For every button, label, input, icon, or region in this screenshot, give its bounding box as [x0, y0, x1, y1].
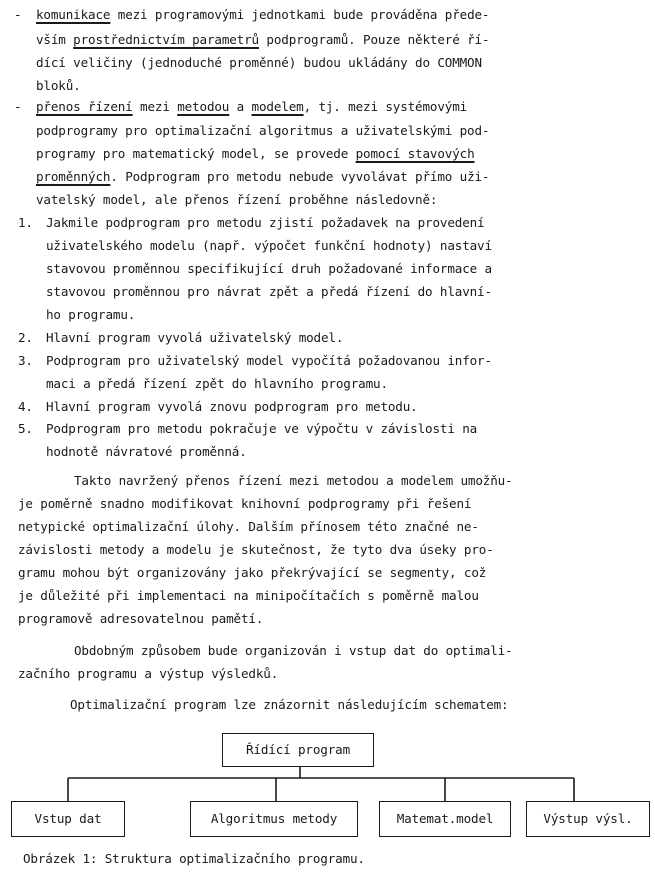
para-1-line-5: gramu mohou být organizovány jako překrývající se segmenty, což [18, 565, 487, 580]
figure-caption: Obrázek 1: Struktura optimalizačního programu. [23, 851, 365, 866]
para-2-line-1: Obdobným způsobem bude organizován i vstup dat do optimali- [74, 643, 513, 658]
bullet-2-line-4: proměnných. Podprogram pro metodu nebude vyvolávat přímo uži- [36, 169, 490, 184]
step-1-line-1: Jakmile podprogram pro metodu zjistí požadavek na provedení [46, 215, 485, 230]
diagram-box-vstup-dat: Vstup dat [11, 801, 125, 837]
step-3-number: 3. [18, 353, 33, 368]
bullet-2-line-1: přenos řízení mezi metodou a modelem, tj. mezi systémovými [36, 99, 468, 114]
diagram-box-matemat-model: Matemat.model [379, 801, 511, 837]
diagram-box-algoritmus-metody: Algoritmus metody [190, 801, 358, 837]
bullet-2-line-3: programy pro matematický model, se provede pomocí stavových [36, 146, 475, 161]
bullet-1-line-2: vším prostřednictvím parametrů podprogramů. Pouze některé ří- [36, 32, 490, 47]
step-3-line-2: maci a předá řízení zpět do hlavního programu. [46, 376, 388, 391]
step-1-line-2: uživatelského modelu (např. výpočet funkční hodnoty) nastaví [46, 238, 492, 253]
para-1-line-1: Takto navržený přenos řízení mezi metodou a modelem umožňu- [74, 473, 513, 488]
step-1-line-3: stavovou proměnnou specifikující druh požadované informace a [46, 261, 492, 276]
step-2-number: 2. [18, 330, 33, 345]
term-metodou: metodou [177, 99, 230, 114]
term-pomoci-stavovych: pomocí stavových [355, 146, 475, 161]
term-modelem: modelem [251, 99, 304, 114]
para-2-line-2: začního programu a výstup výsledků. [18, 666, 279, 681]
step-4-number: 4. [18, 399, 33, 414]
para-3: Optimalizační program lze znázornit následujícím schematem: [70, 697, 509, 712]
step-5-line-2: hodnotě návratové proměnná. [46, 444, 247, 459]
para-1-line-4: závislosti metody a modelu je skutečnost, že tyto dva úseky pro- [18, 542, 494, 557]
step-3-line-1: Podprogram pro uživatelský model vypočítá požadovanou infor- [46, 353, 492, 368]
step-4-line-1: Hlavní program vyvolá znovu podprogram pro metodu. [46, 399, 418, 414]
bullet-1-line-4: bloků. [36, 78, 81, 93]
term-promennych: proměnných [36, 169, 111, 184]
step-1-line-4: stavovou proměnnou pro návrat zpět a předá řízení do hlavní- [46, 284, 492, 299]
para-1-line-2: je poměrně snadno modifikovat knihovní podprogramy při řešení [18, 496, 472, 511]
diagram-root-box: Řídící program [222, 733, 374, 767]
step-5-number: 5. [18, 421, 33, 436]
bullet-1-line-1: komunikace mezi programovými jednotkami bude prováděna přede- [36, 7, 490, 22]
bullet-2-marker: - [14, 99, 22, 114]
step-2-line-1: Hlavní program vyvolá uživatelský model. [46, 330, 344, 345]
bullet-1-marker: - [14, 7, 22, 22]
step-1-line-5: ho programu. [46, 307, 136, 322]
step-1-number: 1. [18, 215, 33, 230]
bullet-2-line-5: vatelský model, ale přenos řízení proběhne následovně: [36, 192, 438, 207]
bullet-1-line-3: dící veličiny (jednoduché proměnné) budou ukládány do COMMON [36, 55, 482, 70]
para-1-line-6: je důležité při implementaci na minipočítačích s poměrně malou [18, 588, 479, 603]
term-komunikace: komunikace [36, 7, 111, 22]
term-prostrednictvim-parametru: prostřednictvím parametrů [73, 32, 259, 47]
para-1-line-3: netypické optimalizační úlohy. Dalším přínosem této značné ne- [18, 519, 479, 534]
term-prenos-rizeni: přenos řízení [36, 99, 133, 114]
para-1-line-7: programově adresovatelnou pamětí. [18, 611, 264, 626]
diagram-box-vystup-vysl: Výstup výsl. [526, 801, 650, 837]
bullet-2-line-2: podprogramy pro optimalizační algoritmus a uživatelskými pod- [36, 123, 490, 138]
step-5-line-1: Podprogram pro metodu pokračuje ve výpočtu v závislosti na [46, 421, 478, 436]
